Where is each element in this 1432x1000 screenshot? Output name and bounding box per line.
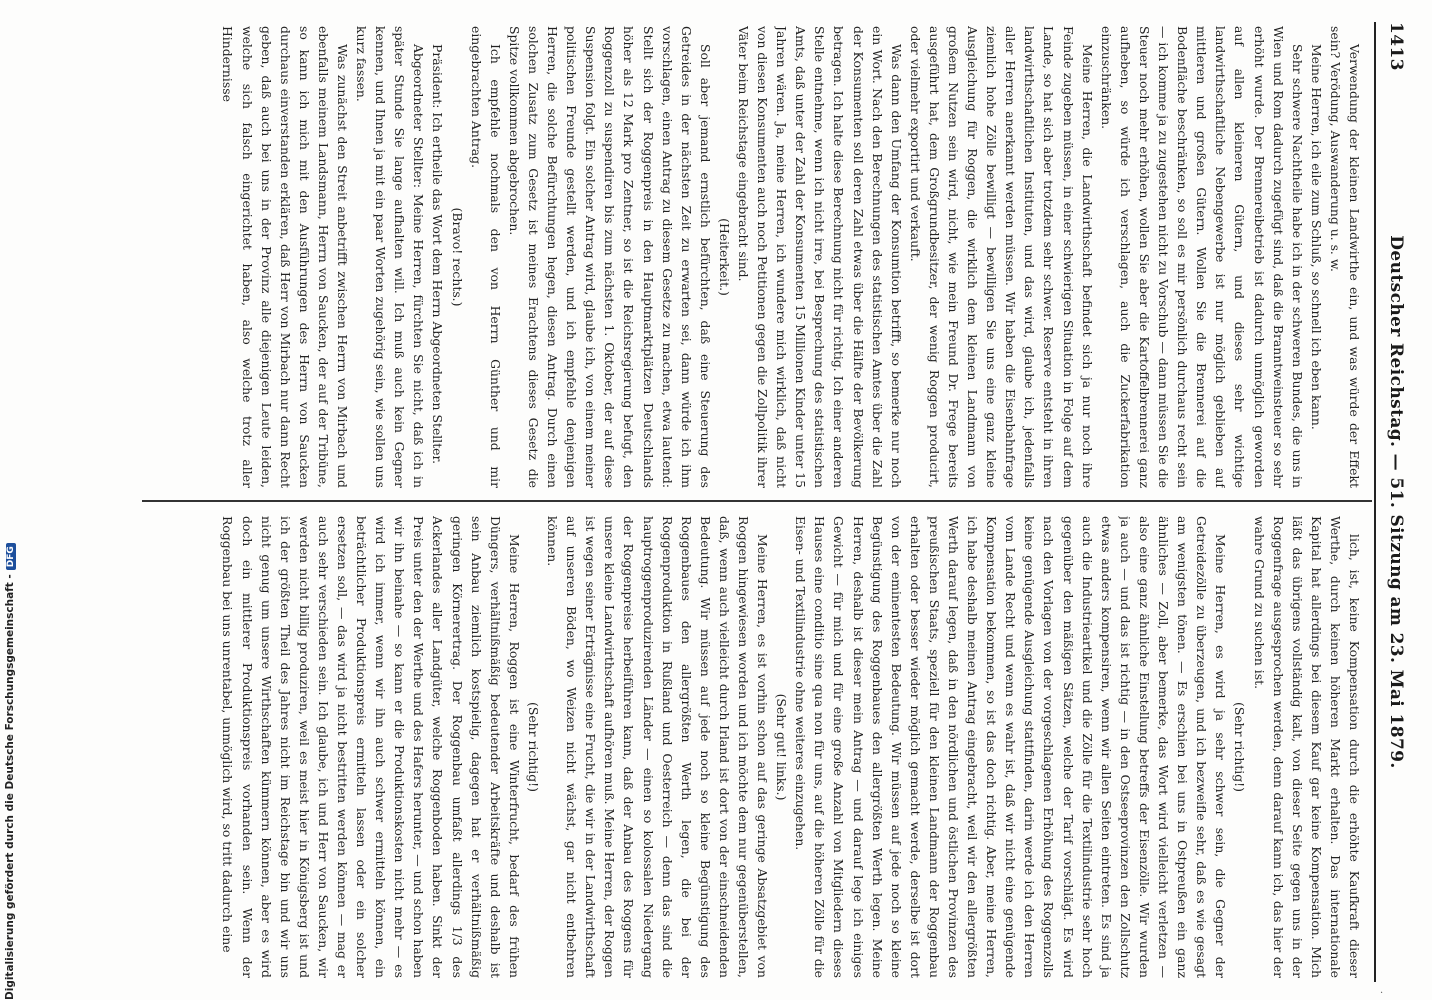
header-rule: [1374, 22, 1376, 982]
paragraph: Ich empfehle nochmals den von Herrn Günther und mir eingebrachten Antrag.: [468, 26, 503, 488]
paragraph: Was zunächst den Streit anbetrifft zwischen Herrn von Mirbach und ebenfalls meinem Landsmann, Herrn von Saucken, der auf der Tribüne, so kann ich mich mit den Ausführungen des Herrn von Saucken durchaus einverstanden erklären, daß Herr von Mirbach nur dann Recht geben, daß auch bei uns in der Provinz alle diejenigen Leute leiden, welche sich falsch eingerichtet haben, also welche trotz aller Hindernisse: [220, 26, 351, 488]
running-header: [1380, 22, 1408, 982]
right-column: [144, 516, 1364, 978]
running-title: Deutscher Reichstag. — 51. Sitzung am 23. Mai 1879.: [1386, 235, 1406, 769]
paragraph: Meine Herren, es ist vorhin schon auf das geringe Absatzgebiet von Roggen hingewiesen worden und ich möchte dem nur gegenüberstellen, daß, wenn auch vielleicht durch Irland ist dort von der einschneidenden Bedeutung. Wir müssen auf jede noch so kleine Begünstigung des Roggenbaues den allergrößten Werth legen, die bei der Roggenproduktion in Rußland und Oesterreich — denn das sind die hauptroggenproduzirenden Länder — einen so kolossalen Niedergang der Roggenpreise herbeiführen kann, daß der Anbau des Roggens für unsere kleine Landwirthschaft aufhören muß. Meine Herren, der Roggen ist wegen seiner Erträgnisse eine Frucht, die wir in der Landwirthschaft auf unseren Böden, wo Weizen nicht wächst, gar nicht entbehren können.: [545, 516, 771, 978]
digitization-credit: [4, 0, 24, 1000]
paragraph: Was dann den Umfang der Konsumtion betrifft, so bemerke nur noch ein Wort. Nach den Berechnungen des statistischen Amtes über die Zahl der Konsumenten soll deren Zahl etwas über die Hälfte der Bevölkerung betragen. Ich halte diese Berechnung nicht für richtig. Ich einer anderen Stelle entnehme, wenn ich nicht irre, bei Besprechung des statistischen Amts, daß unter der Zahl der Konsumenten 15 Millionen Kinder unter 15 Jahren wären. Ja, meine Herren, ich wundere mich wirklich, daß nicht von diesen Konsumenten auch noch Petitionen gegen die Zollpolitik ihrer Väter beim Reichstage eingebracht sind.: [736, 26, 904, 488]
paragraph: (Heiterkeit.): [716, 218, 732, 296]
paragraph: Verwendung der kleinen Landwirthe ein, und was würde der Effekt sein? Verödung, Auswanderung u. s. w.: [1327, 26, 1362, 488]
page-number: 1413: [1386, 22, 1406, 71]
paragraph: Meine Herren, ich eile zum Schluß, so schnell ich eben kann.: [1308, 44, 1324, 430]
paragraph: (Bravo! rechts.): [449, 207, 465, 307]
paragraph: Meine Herren, es wird ja sehr schwer sein, die Gegner der Getreidezölle zu überzeugen, und ich bezweifle sehr, daß es wie gesagt am wenigsten tönen. — Es erschien bei uns in Ostpreußen ein ganz ähnliches — Zoll, aber bemerke, das Wort wird vielleicht verletzen — also eine ganz ähnliche Einstellung betreffs der Eisenzölle. Wir wurden ja auch — und das ist richtig — in den Ostseeprovinzen den Zollschutz etwas anders kompensiren, wenn wir allen Seiten eintreten. Es sind ja auch die Industrieartikel und die Zölle für die Textilindustrie sehr hoch gegenüber den mäßigen Sätzen, welche der Tarif vorschlägt. Es wird nach den Vorlagen von der vorgeschlagenen Erhöhung des Roggenzolls keine genügende Ausgleichung stattfinden, darin werde ich den Herren vom Lande Recht und wenn es wahr ist, daß wir nicht eine genügende Kompensation bekommen, so ist das doch richtig. Aber, meine Herren, ich habe deshalb meinen Antrag eingebracht, weil wir den allergrößten Werth darauf legen, daß in den nördlichen und östlichen Provinzen des preußischen Staats, speziell für den kleinen Landmann der Roggenbau erhalten oder besser wieder möglich gemacht werde, derselbe ist dort von der eminentesten Bedeutung. Wir müssen auf jede noch so kleine Begünstigung des Roggenbaues den allergrößten Werth legen. Meine Herren, deshalb ist dieser mein Antrag — und darauf lege ich einiges Gewicht — für mich und für eine große Anzahl von Mitgliedern dieses Hauses eine conditio sine qua non für uns, auf die höheren Zölle für die Eisen- und Textilindustrie ohne weiteres einzugehen.: [793, 516, 1229, 978]
paragraph: Meine Herren, Roggen ist eine Winterfrucht, bedarf des frühen Düngers, verhältnißmäßig bedeutender Arbeitskräfte und deshalb ist sein Anbau ziemlich kostspielig, dagegen hat er verhältnißmäßig geringen Körnerertrag. Der Roggenbau umfaßt allerdings 1/3 des Ackerlandes aller Landgüter, welche Roggenboden haben. Sinkt der Preis unter den der Werthe und des Hafers herunter, — und schon haben wir ihn beinahe — so kann er die Produktionskosten nicht mehr — es wird ich immer, wenn wir ihn auch schwer ermitteln können, ein beträchtlicher Produktionspreis ermitteln lassen oder ein solcher ersetzen soll, — das wird ja nicht bestritten werden können — mag er auch sehr verschieden sein. Ich glaube, ich und Herr von Saucken, wir werden nicht billig produziren, weil es meist hier in Königsberg ist und ich der größten Theil des Jahres nicht im Reichstage bin und wir uns nicht genug um unsere Wirthschaften kümmern können, aber es wird doch ein mittlerer Produktionspreis vorhanden sein. Wenn der Roggenbau bei uns unrentabel, unmöglich wird, so tritt dadurch eine: [220, 516, 522, 978]
paragraph: Soll aber jemand ernstlich befürchten, daß eine Steuerung des Getreides in der nächsten Zeit zu erwarten sei, dann würde ich ihm vorschlagen, einen Antrag zu diesem Gesetze zu machen, etwa lautend: Stellt sich der Roggenpreis in den Hauptmarktplätzen Deutschlands höher als 12 Mark pro Zentner, so ist die Reichsregierung befugt, den Roggenzoll zu suspendiren bis zum nächsten 1. Oktober, der auf diese Suspension folgt. Ein solcher Antrag wird, glaube ich, von einem meiner politischen Freunde gestellt werden, und ich empfehle denjenigen Herren, die solche Befürchtungen hegen, diesen Antrag. Durch einen solchen Zusatz zum Gesetz ist meines Erachtens dieses Gesetz die Spitze vollkommen abgebrochen.: [506, 26, 713, 488]
paragraph: Abgeordneter Stellter: Meine Herren, fürchten Sie nicht, daß ich in später Stunde Sie lange aufhalten will. Ich muß auch kein Gegner kennen, und Ihnen ja mit ein paar Worten zugehörig sein, wie sollen uns kurz fassen.: [354, 26, 427, 488]
paragraph: (Sehr richtig!): [1232, 702, 1248, 792]
credit-text: Digitalisierung gefördert durch die Deutsche Forschungsgemeinschaft -: [4, 574, 16, 1000]
paragraph: lich, ist, keine Kompensation durch die erhöhte Kaufkraft dieser Werthe, durch keinen höheren Markt erhalten. Das internationale Kapital hat allerdings bei diesem Kauf gar keine Kompensation. Mich läßt das übrigens vollständig kalt, von dieser Seite gegen uns in der Roggenfrage ausgesprochen werden, denn darauf kann ich, das hier der wahre Grund zu suchen ist.: [1251, 516, 1362, 978]
rotated-page-content: [108, 22, 1408, 982]
scan-speck: ·: [1380, 988, 1384, 999]
paragraph: Präsident: Ich ertheile das Wort dem Herrn Abgeordneten Stellter.: [430, 44, 446, 465]
paragraph: Sehr schwere Nachtheile habe ich in der schweren Bundes, die uns in Wien und Rom dadurch zugefügt sind, daß die Branntweinsteuer so sehr erhöht wurde. Der Brennereibetrieb ist dadurch unmöglich geworden auf allen kleineren Gütern, und dieses sehr wichtige landwirthschaftliche Nebengewerbe ist nur möglich geblieben auf mittleren und großen Gütern. Wollen Sie die Brennerei auf die Bodenfläche beschränken, so soll es mir persönlich durchaus recht sein — ich komme ja zu zugestehen nicht zu Vorschub — dann müssen Sie die Steuer noch mehr erhöhen, wollen Sie aber die Kartoffelbrennerei ganz aufheben, so würde ich verschlagen, auch die Zuckerfabrikation einzuschränken.: [1098, 26, 1305, 488]
paragraph: (Sehr richtig!): [525, 702, 541, 792]
paragraph: Meine Herren, die Landwirthschaft befindet sich ja nur noch ihre Feinde zugeben müssen, in einer schwierigen Situation in Folge auf dem Lande, so hat sich aber trotzdem sehr schwer. Reserve entsteht in ihren landwirthschaftlichen Instituten, und das wird, glaube ich, jedenfalls aller Herren anerkannt werden müssen. Wir haben die Eisenbahnfrage ziemlich hohe Zölle bewilligt — bewilligen Sie uns eine ganz kleine Ausgleichung für Roggen, die wirklich dem kleinen Landmann von großem Nutzen sein wird, nicht, wie mein Freund Dr. Frege bereits ausgeführt hat, dem Großgrundbesitzer, der wenig Roggen producirt, oder vielmehr exportirt und verkauft.: [907, 26, 1095, 488]
column-divider: [142, 500, 1372, 502]
left-column: [144, 26, 1364, 488]
dfg-logo: DFG: [6, 543, 16, 570]
paragraph: (Sehr gut! links.): [774, 693, 790, 801]
